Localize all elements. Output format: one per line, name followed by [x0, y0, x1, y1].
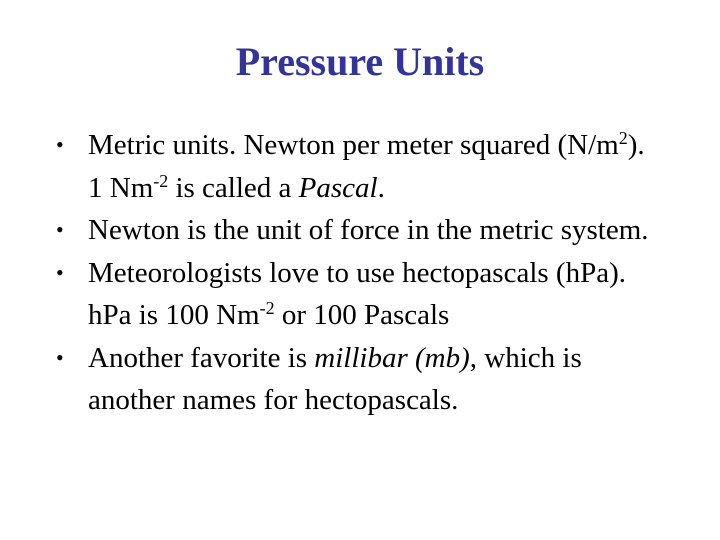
bullet-item-newton	[56, 209, 656, 252]
slide-title: Pressure Units	[235, 39, 485, 84]
bullet-list	[56, 124, 656, 422]
bullet-text: Another favorite is	[88, 341, 315, 374]
superscript: -2	[153, 170, 169, 191]
bullet-text: Metric units. Newton per meter squared (N/m	[88, 129, 619, 161]
bullet-text: or 100 Pascals	[274, 299, 450, 331]
bullet-icon: •	[56, 344, 64, 370]
bullet-text: Newton is the unit of force in the metric system.	[88, 214, 649, 246]
bullet-text: Meteorologists love to use hectopascals (hPa). hPa is 100 Nm	[88, 256, 626, 331]
bullet-item-hectopascals	[56, 252, 656, 337]
superscript: -2	[259, 298, 275, 319]
bullet-icon: •	[56, 259, 64, 285]
bullet-text: is called a	[168, 171, 299, 204]
bullet-item-millibar	[56, 337, 656, 422]
bullet-icon: •	[56, 132, 64, 157]
bullet-text: , which is another names for hectopascals.	[88, 341, 582, 416]
bullet-text: ). 1 Nm	[88, 129, 645, 204]
italic-term: Pascal	[298, 171, 378, 204]
italic-term: millibar (mb)	[314, 341, 470, 374]
bullet-icon: •	[56, 217, 64, 242]
bullet-item-metric-units	[56, 124, 656, 209]
bullet-text: .	[377, 171, 385, 204]
superscript: 2	[618, 128, 628, 149]
